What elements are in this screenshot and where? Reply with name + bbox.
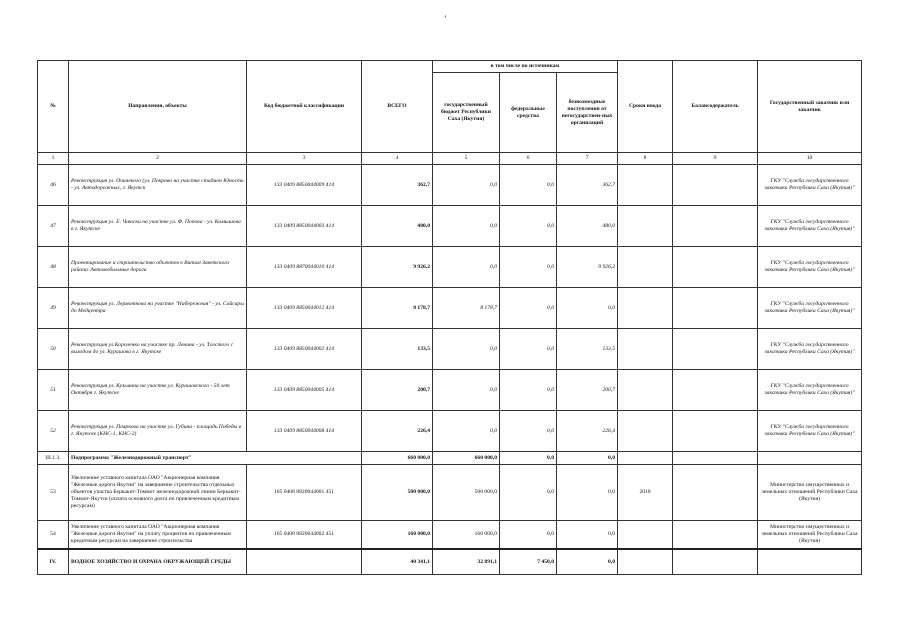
row-total: 362,7 — [362, 165, 433, 206]
row-code: 165 0408 8820044002 451 — [247, 521, 362, 550]
row-other: 226,4 — [557, 411, 618, 452]
row-number: 52 — [38, 411, 69, 452]
row-federal: 0,0 — [500, 465, 557, 521]
row-state: 0,0 — [433, 370, 500, 411]
row-federal: 0,0 — [500, 247, 557, 288]
row-name: Реконструкция ул.Короленко на участке пр. Ленина - ул. Толстого с выходом до ул. Курашова в г. Якутске — [69, 329, 247, 370]
header-by-source: в том числе по источникам — [433, 61, 618, 73]
row-customer: ГКУ "Служба государственного заказчика Республики Саха (Якутия)" — [758, 247, 862, 288]
table-row — [38, 329, 862, 370]
row-name: Реконструкция ул. Лермонтова на участке "Набережная" - ул. Сайсары до Медцентра — [69, 288, 247, 329]
row-other: 0,0 — [557, 288, 618, 329]
row-other: 133,5 — [557, 329, 618, 370]
row-number: 51 — [38, 370, 69, 411]
section-other: 0,0 — [557, 549, 618, 575]
empty-cell — [673, 549, 758, 575]
row-code: 165 0408 8820044001 451 — [247, 465, 362, 521]
row-total: 480,0 — [362, 206, 433, 247]
header-state-budget: государственный бюджет Республики Саха (Якутия) — [433, 73, 500, 153]
empty-cell — [618, 549, 673, 575]
row-number: 46 — [38, 165, 69, 206]
row-number: 48 — [38, 247, 69, 288]
row-federal: 0,0 — [500, 329, 557, 370]
row-total: 200,7 — [362, 370, 433, 411]
table-row — [38, 370, 862, 411]
row-number: 47 — [38, 206, 69, 247]
subprogram-total: 660 000,0 — [362, 452, 433, 465]
table-row — [38, 411, 862, 452]
row-name: Реконструкция ул. Кузьмина на участке ул. Курашовского - 50 лет Октября г. Якутске — [69, 370, 247, 411]
row-code: 133 0409 8850044008 414 — [247, 411, 362, 452]
row-name: Реконструкция ул. Очичекого (ул. Покрово на участке стадион Юность - ул. Автодорожных, г. Якутск — [69, 165, 247, 206]
table-row — [38, 206, 862, 247]
row-federal: 0,0 — [500, 288, 557, 329]
page-mark: ʼ — [444, 14, 447, 23]
row-holder — [673, 247, 758, 288]
subprogram-name: Подпрограмма "Железнодорожный транспорт" — [69, 452, 362, 465]
row-holder — [673, 206, 758, 247]
row-state: 0,0 — [433, 329, 500, 370]
section-number: IV. — [38, 549, 69, 575]
col-number: 9 — [673, 153, 758, 165]
row-other: 480,0 — [557, 206, 618, 247]
empty-cell — [758, 452, 862, 465]
row-term — [618, 329, 673, 370]
header-term: Сроки ввода — [618, 61, 673, 153]
row-state: 0,0 — [433, 206, 500, 247]
row-total: 9 926,2 — [362, 247, 433, 288]
row-total: 500 000,0 — [362, 465, 433, 521]
row-holder — [673, 521, 758, 550]
row-federal: 0,0 — [500, 411, 557, 452]
subprogram-other: 0,0 — [557, 452, 618, 465]
row-term — [618, 521, 673, 550]
row-term — [618, 411, 673, 452]
row-code: 133 0409 8850044003 414 — [247, 206, 362, 247]
row-number: 49 — [38, 288, 69, 329]
row-federal: 0,0 — [500, 206, 557, 247]
row-other: 0,0 — [557, 465, 618, 521]
row-name: Увеличение уставного капитала ОАО "Акционерная компания "Железные дороги Якутии" на завершение строительства отдельных объектов участка Беркакит-Томмот железнодорожной линии Беркакит-Томмот-Якутск (оплата основного долга по привлеченным кредитным ресурсам) — [69, 465, 247, 521]
empty-cell — [618, 452, 673, 465]
column-numbers-row — [38, 153, 862, 165]
table-row — [38, 521, 862, 550]
row-number: 54 — [38, 521, 69, 550]
row-customer: ГКУ "Служба государственного заказчика Республики Саха (Якутия)" — [758, 370, 862, 411]
row-customer: ГКУ "Служба государственного заказчика Республики Саха (Якутия)" — [758, 329, 862, 370]
row-state: 160 000,0 — [433, 521, 500, 550]
row-holder — [673, 411, 758, 452]
row-other: 200,7 — [557, 370, 618, 411]
row-total: 8 178,7 — [362, 288, 433, 329]
col-number: 4 — [362, 153, 433, 165]
row-state: 0,0 — [433, 247, 500, 288]
investment-table — [37, 60, 862, 575]
header-number: № — [38, 61, 69, 153]
subprogram-row — [38, 452, 862, 465]
row-state: 0,0 — [433, 165, 500, 206]
col-number: 6 — [500, 153, 557, 165]
row-state: 500 000,0 — [433, 465, 500, 521]
header-holder: Балансодержатель — [673, 61, 758, 153]
row-name: Проектирование и строительство объектов в Витим Заветского района. Автомобильные дороги — [69, 247, 247, 288]
row-holder — [673, 370, 758, 411]
row-number: 50 — [38, 329, 69, 370]
col-number: 7 — [557, 153, 618, 165]
row-name: Увеличение уставного капитала ОАО "Акционерная компания "Железные дороги Якутии" на уплату процентов по привлеченным кредитным ресурсам на завершение строительства — [69, 521, 247, 550]
col-number: 2 — [69, 153, 247, 165]
row-federal: 0,0 — [500, 370, 557, 411]
row-customer: ГКУ "Служба государственного заказчика Республики Саха (Якутия)" — [758, 411, 862, 452]
empty-cell — [673, 452, 758, 465]
row-term — [618, 370, 673, 411]
empty-cell — [758, 549, 862, 575]
header-code: Код бюджетной классификации — [247, 61, 362, 153]
section-total: 40 341,1 — [362, 549, 433, 575]
row-code: 133 0409 8850044002 414 — [247, 329, 362, 370]
header-direction: Направления, объекты — [69, 61, 247, 153]
row-term: 2018 — [618, 465, 673, 521]
row-other: 0,0 — [557, 521, 618, 550]
table-row — [38, 165, 862, 206]
col-number: 10 — [758, 153, 862, 165]
row-customer: ГКУ "Служба государственного заказчика Республики Саха (Якутия)" — [758, 165, 862, 206]
row-customer: Министерство имущественных и земельных отношений Республики Саха (Якутия) — [758, 465, 862, 521]
header-total: ВСЕГО — [362, 61, 433, 153]
col-number: 1 — [38, 153, 69, 165]
section-federal: 7 450,0 — [500, 549, 557, 575]
header-gratuitous: безвозмездные поступления от негосударствен-ных организаций — [557, 73, 618, 153]
row-code: 133 0409 8850044005 414 — [247, 370, 362, 411]
header-customer: Государственный заказчик или заказчик — [758, 61, 862, 153]
row-term — [618, 165, 673, 206]
row-term — [618, 247, 673, 288]
row-name: Реконструкция ул. Е. Чаюски на участке ул. Ф. Попова - ул. Камышова в г. Якутске — [69, 206, 247, 247]
row-federal: 0,0 — [500, 165, 557, 206]
row-other: 9 926,2 — [557, 247, 618, 288]
col-number: 5 — [433, 153, 500, 165]
row-holder — [673, 288, 758, 329]
row-customer: Министерство имущественных и земельных отношений Республики Саха (Якутия) — [758, 521, 862, 550]
table-row — [38, 465, 862, 521]
subprogram-number: III.1.3. — [38, 452, 69, 465]
row-holder — [673, 329, 758, 370]
row-name: Реконструкция ул. Пояркова на участке ул. Губина - площадь Победы в г. Якутске (КНС-1, КНС-2) — [69, 411, 247, 452]
empty-cell — [247, 549, 362, 575]
row-holder — [673, 465, 758, 521]
row-state: 0,0 — [433, 411, 500, 452]
row-total: 133,5 — [362, 329, 433, 370]
col-number: 8 — [618, 153, 673, 165]
row-federal: 0,0 — [500, 521, 557, 550]
subprogram-federal: 0,0 — [500, 452, 557, 465]
header-federal: федеральные средства — [500, 73, 557, 153]
col-number: 3 — [247, 153, 362, 165]
row-term — [618, 206, 673, 247]
section-state: 32 891,1 — [433, 549, 500, 575]
section-name: ВОДНОЕ ХОЗЯЙСТВО И ОХРАНА ОКРУЖАЮЩЕЙ СРЕДЫ — [69, 549, 247, 575]
row-holder — [673, 165, 758, 206]
row-customer: ГКУ "Служба государственного заказчика Республики Саха (Якутия)" — [758, 206, 862, 247]
row-total: 160 000,0 — [362, 521, 433, 550]
row-other: 362,7 — [557, 165, 618, 206]
row-number: 53 — [38, 465, 69, 521]
row-term — [618, 288, 673, 329]
row-code: 133 0409 8870044010 414 — [247, 247, 362, 288]
section-row — [38, 549, 862, 575]
row-customer: ГКУ "Служба государственного заказчика Республики Саха (Якутия)" — [758, 288, 862, 329]
subprogram-state: 660 000,0 — [433, 452, 500, 465]
table-row — [38, 288, 862, 329]
table-row — [38, 247, 862, 288]
row-code: 133 0409 8850044009 414 — [247, 165, 362, 206]
row-total: 226,4 — [362, 411, 433, 452]
row-state: 8 178,7 — [433, 288, 500, 329]
row-code: 133 0409 8850044012 414 — [247, 288, 362, 329]
